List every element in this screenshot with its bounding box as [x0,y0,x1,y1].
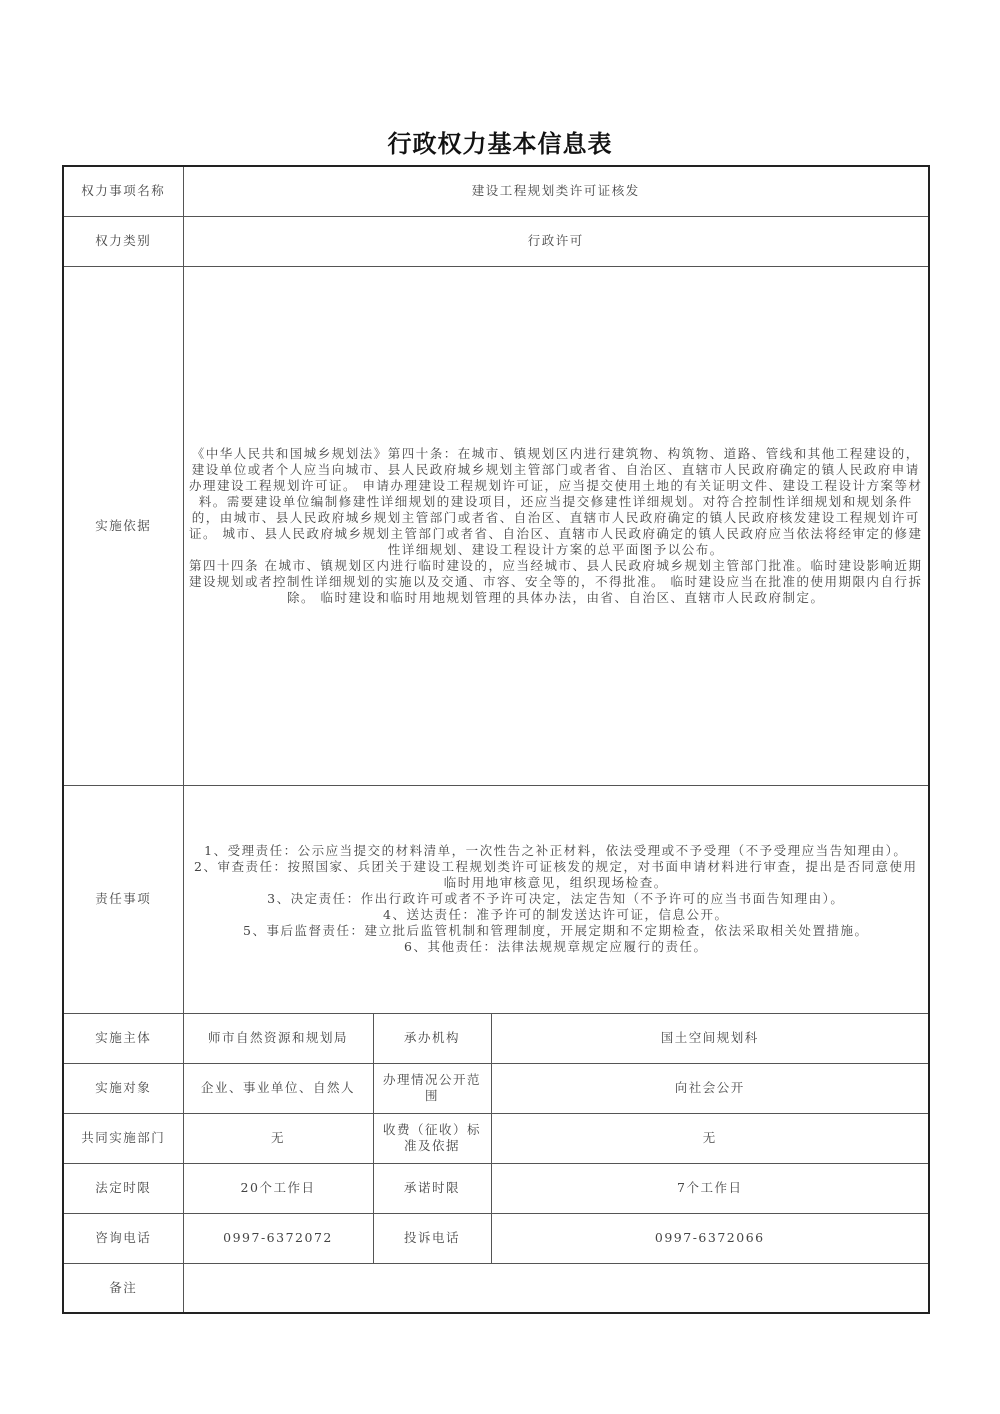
subject-value: 师市自然资源和规划局 [183,1013,373,1063]
complaint-phone-value: 0997-6372066 [491,1213,929,1263]
info-table [62,165,930,1314]
responsibility-item: 2、审查责任：按照国家、兵团关于建设工程规划类许可证核发的规定，对书面申请材料进行审查，提出是否同意使用临时用地审核意见，组织现场检查。 [194,859,918,890]
legal-time-limit-value: 20个工作日 [183,1163,373,1213]
row-joint [63,1113,929,1163]
joint-dept-label: 共同实施部门 [63,1113,183,1163]
joint-dept-value: 无 [183,1113,373,1163]
basis-label: 实施依据 [63,266,183,785]
row-item-name [63,166,929,216]
item-name-label: 权力事项名称 [63,166,183,216]
row-responsibilities [63,785,929,1013]
responsibilities-text [183,785,929,1013]
row-target [63,1063,929,1113]
row-subject [63,1013,929,1063]
row-phone [63,1213,929,1263]
consult-phone-value: 0997-6372072 [183,1213,373,1263]
row-time-limit [63,1163,929,1213]
remarks-value [183,1263,929,1313]
row-remarks [63,1263,929,1313]
handling-agency-label: 承办机构 [373,1013,491,1063]
responsibility-item: 6、其他责任：法律法规规章规定应履行的责任。 [404,939,708,954]
target-value: 企业、事业单位、自然人 [183,1063,373,1113]
fee-standard-value: 无 [491,1113,929,1163]
row-basis [63,266,929,785]
promised-time-limit-value: 7个工作日 [491,1163,929,1213]
category-label: 权力类别 [63,216,183,266]
responsibility-item: 1、受理责任：公示应当提交的材料清单，一次性告之补正材料，依法受理或不予受理（不予受理应当告知理由）。 [204,843,908,858]
disclosure-scope-value: 向社会公开 [491,1063,929,1113]
target-label: 实施对象 [63,1063,183,1113]
subject-label: 实施主体 [63,1013,183,1063]
responsibility-item: 5、事后监督责任：建立批后监管机制和管理制度，开展定期和不定期检查，依法采取相关处置措施。 [243,923,869,938]
fee-standard-label: 收费（征收）标准及依据 [373,1113,491,1163]
basis-paragraph: 《中华人民共和国城乡规划法》第四十条：在城市、镇规划区内进行建筑物、构筑物、道路、管线和其他工程建设的，建设单位或者个人应当向城市、县人民政府城乡规划主管部门或者省、自治区、直辖市人民政府确定的镇人民政府申请办理建设工程规划许可证。 申请办理建设工程规划许可证，应当提交使用土地的有关证明文件、建设工程设计方案等材料。需要建设单位编制修建性详细规划的建设项目，还应当提交修建性详细规划。对符合控制性详细规划和规划条件的，由城市、县人民政府城乡规划主管部门或者省、自治区、直辖市人民政府确定的镇人民政府核发建设工程规划许可证。 城市、县人民政府城乡规划主管部门或者省、自治区、直辖市人民政府确定的镇人民政府应当依法将经审定的修建性详细规划、建设工程设计方案的总平面图予以公布。 [189,445,923,557]
responsibilities-label: 责任事项 [63,785,183,1013]
item-name-value: 建设工程规划类许可证核发 [183,166,929,216]
responsibility-item: 3、决定责任：作出行政许可或者不予许可决定，法定告知（不予许可的应当书面告知理由）。 [267,891,845,906]
complaint-phone-label: 投诉电话 [373,1213,491,1263]
basis-paragraph: 第四十四条 在城市、镇规划区内进行临时建设的，应当经城市、县人民政府城乡规划主管部门批准。临时建设影响近期建设规划或者控制性详细规划的实施以及交通、市容、安全等的，不得批准。 临时建设应当在批准的使用期限内自行拆除。 临时建设和临时用地规划管理的具体办法，由省、自治区、直辖市人民政府制定。 [189,557,923,605]
disclosure-scope-label: 办理情况公开范围 [373,1063,491,1113]
category-value: 行政许可 [183,216,929,266]
responsibility-item: 4、送达责任：准予许可的制发送达许可证，信息公开。 [383,907,729,922]
legal-time-limit-label: 法定时限 [63,1163,183,1213]
remarks-label: 备注 [63,1263,183,1313]
consult-phone-label: 咨询电话 [63,1213,183,1263]
basis-text [183,266,929,785]
page-title: 行政权力基本信息表 [387,129,613,158]
handling-agency-value: 国土空间规划科 [491,1013,929,1063]
promised-time-limit-label: 承诺时限 [373,1163,491,1213]
row-category [63,216,929,266]
